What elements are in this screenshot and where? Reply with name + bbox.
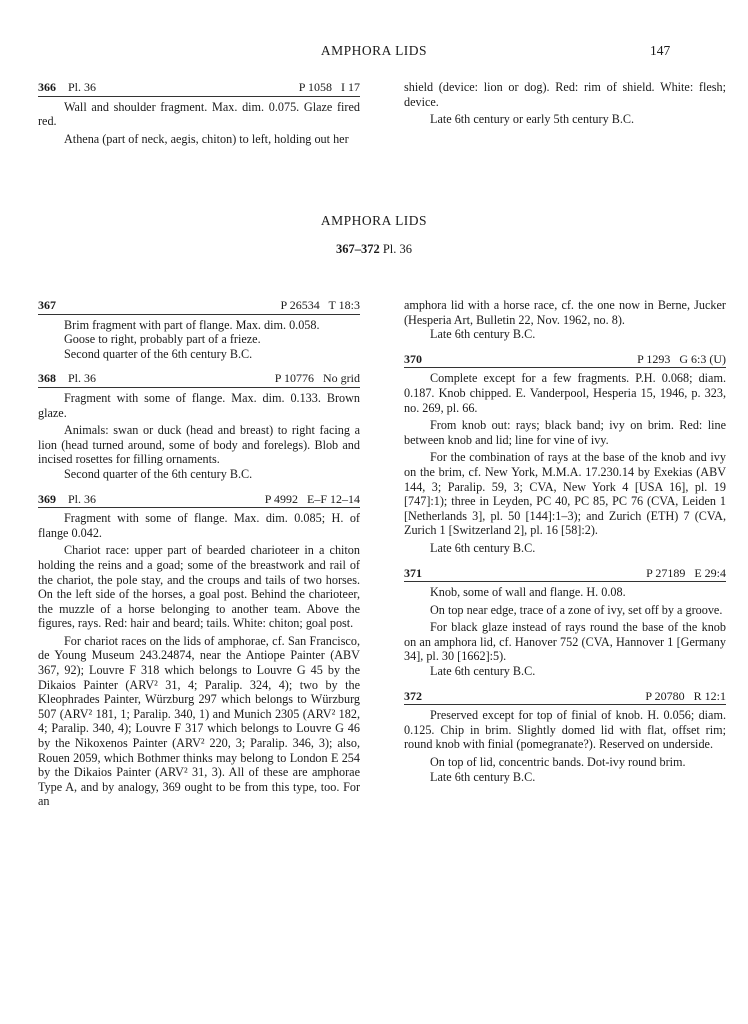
paragraph: For chariot races on the lids of amphorae, cf. San Francisco, de Young Museum 243.24874, near the Antiope Painter (ABV 367, 92); Louvre F 318 which belongs to Louvre G 45 by the Dikaios Painter (ARV² 31, 4; Paralip. 324, 4); two by the Kleophrades Painter, Würzburg 297 which belongs to Würzburg 507 (ARV² 181, 1; Paralip. 340, 1) and Munich 2305 (ARV² 182, 4; Paralip. 340, 4); Louvre F 317 which belongs to Louvre G 46 by the Nikoxenos Painter (ARV² 220, 3; Paralip. 346, 3); also, Rouen 2059, which Bothmer thinks may belong to London E 254 by the Dikaios Painter (ARV² 31, 3). All of these are amphorae Type A, and by analogy, 369 ought to be from this type, too. For an bbox=[38, 633, 360, 809]
entry-rule bbox=[404, 367, 726, 368]
entry-371 bbox=[404, 566, 726, 679]
paragraph: amphora lid with a horse race, cf. the one now in Berne, Jucker (Hesperia Art, Bulletin 22, Nov. 1962, no. 8). bbox=[404, 298, 726, 327]
inventory-ref: P 4992 E–F 12–14 bbox=[264, 491, 360, 506]
paragraph: Late 6th century or early 5th century B.C. bbox=[430, 112, 635, 127]
paragraph: Complete except for a few fragments. P.H. 0.068; diam. 0.187. Knob chipped. E. Vanderpool, Hesperia 15, 1946, p. 323, no. 269, pl. 66. bbox=[404, 371, 726, 415]
paragraph: For the combination of rays at the base of the knob and ivy on the brim, cf. New York, M.M.A. 17.230.14 by Exekias (ABV 144, 3; Paralip. 59, 3; CVA, New York 4 [USA 16], pl. 19 [747]:1); three in Leyden, PC 40, PC 85, PC 76 (CVA, Leiden 1 [Netherlands 3], pl. 50 [144]:1–3); and Zurich (ETH) 7 (CVA, Zurich 1 [Switzerland 2], pl. 16 [58]:2). bbox=[404, 450, 726, 538]
page-number: 147 bbox=[650, 43, 671, 58]
entry-header bbox=[404, 566, 726, 581]
entry-header bbox=[404, 689, 726, 704]
entry-number: 366 bbox=[38, 80, 56, 94]
entry-number: 372 bbox=[404, 688, 422, 703]
paragraph: Brim fragment with part of flange. Max. dim. 0.058. bbox=[64, 317, 320, 332]
plate-ref: Pl. 36 bbox=[68, 80, 97, 94]
left-column bbox=[38, 298, 360, 809]
paragraph: Late 6th century B.C. bbox=[430, 664, 536, 679]
inventory-ref: P 10776 No grid bbox=[274, 371, 360, 386]
right-column bbox=[404, 298, 726, 784]
paragraph: On top near edge, trace of a zone of ivy, set off by a groove. bbox=[430, 602, 723, 617]
paragraph: Goose to right, probably part of a frieze. bbox=[64, 332, 261, 347]
inventory-ref: P 1293 G 6:3 (U) bbox=[637, 351, 726, 366]
entry-header bbox=[38, 80, 360, 95]
running-head: AMPHORA LIDS bbox=[320, 43, 428, 58]
plate-ref: Pl. 36 bbox=[68, 371, 97, 386]
inventory-ref: P 1058 I 17 bbox=[298, 80, 360, 94]
paragraph: For black glaze instead of rays round the base of the knob on an amphora lid, cf. Hanover 752 (CVA, Hannover 1 [Germany 34], pl. 30 [1662]:5). bbox=[404, 620, 726, 664]
entry-header bbox=[38, 371, 360, 386]
paragraph: Fragment with some of flange. Max. dim. 0.133. Brown glaze. bbox=[38, 390, 360, 420]
paragraph: Athena (part of neck, aegis, chiton) to left, holding out her bbox=[64, 131, 349, 146]
paragraph: shield (device: lion or dog). Red: rim of shield. White: flesh; device. bbox=[404, 80, 726, 109]
entry-rule bbox=[404, 581, 726, 582]
paragraph: Late 6th century B.C. bbox=[430, 327, 536, 342]
entry-number: 369 bbox=[38, 491, 56, 506]
inventory-ref: P 26534 T 18:3 bbox=[280, 298, 360, 312]
inventory-ref: P 27189 E 29:4 bbox=[646, 565, 726, 580]
entry-368 bbox=[38, 371, 360, 481]
entry-rule bbox=[404, 704, 726, 705]
entry-369 bbox=[38, 492, 360, 809]
paragraph: Chariot race: upper part of bearded charioteer in a chiton holding the reins and a goad; some of the breastwork and rail of the chariot, the pole stay, and the croups and tails of two horses. On the left side of the horses, a goal post. Behind the charioteer, the muzzle of a horse belonging to another team. Above the figures, rays. Red: hair and beard; tails. White: chiton; goal post. bbox=[38, 543, 360, 631]
entry-367 bbox=[38, 298, 360, 361]
entry-366-continued bbox=[404, 80, 726, 127]
range-numbers: 367–372 bbox=[335, 242, 380, 256]
entry-header bbox=[404, 352, 726, 367]
paragraph: Wall and shoulder fragment. Max. dim. 0.075. Glaze fired red. bbox=[38, 99, 360, 129]
entry-rule bbox=[38, 507, 360, 508]
entry-366 bbox=[38, 80, 360, 146]
entry-370 bbox=[404, 352, 726, 556]
paragraph: Animals: swan or duck (head and breast) to right facing a lion (head turned around, some of body and forelegs). Blob and incised rosettes for filling ornaments. bbox=[38, 423, 360, 467]
entry-number: 367 bbox=[38, 298, 56, 312]
section-title: AMPHORA LIDS bbox=[320, 213, 428, 228]
entry-number: 368 bbox=[38, 371, 56, 386]
entry-header bbox=[38, 492, 360, 507]
paragraph: On top of lid, concentric bands. Dot-ivy round brim. bbox=[430, 755, 686, 770]
plate-ref: Pl. 36 bbox=[68, 491, 97, 506]
inventory-ref: P 20780 R 12:1 bbox=[645, 688, 726, 703]
paragraph: Preserved except for top of finial of knob. H. 0.056; diam. 0.125. Chip in brim. Slightly domed lid with flat, offset rim; round knob with finial (pomegranate?). Reserved on underside. bbox=[404, 708, 726, 752]
paragraph: Knob, some of wall and flange. H. 0.08. bbox=[430, 585, 626, 600]
entry-number: 371 bbox=[404, 565, 422, 580]
range-plate: Pl. 36 bbox=[382, 242, 413, 256]
paragraph: Late 6th century B.C. bbox=[430, 769, 536, 784]
paragraph: From knob out: rays; black band; ivy on brim. Red: line between knob and lid; line for vine of ivy. bbox=[404, 418, 726, 447]
paragraph: Late 6th century B.C. bbox=[430, 540, 536, 555]
section-range bbox=[0, 242, 748, 257]
entry-rule bbox=[38, 314, 360, 315]
entry-header bbox=[38, 298, 360, 313]
paragraph: Second quarter of the 6th century B.C. bbox=[64, 346, 253, 361]
entry-rule bbox=[38, 96, 360, 97]
entry-rule bbox=[38, 387, 360, 388]
paragraph: Fragment with some of flange. Max. dim. 0.085; H. of flange 0.042. bbox=[38, 511, 360, 540]
entry-number: 370 bbox=[404, 351, 422, 366]
entry-372 bbox=[404, 689, 726, 785]
paragraph: Second quarter of the 6th century B.C. bbox=[64, 466, 253, 481]
